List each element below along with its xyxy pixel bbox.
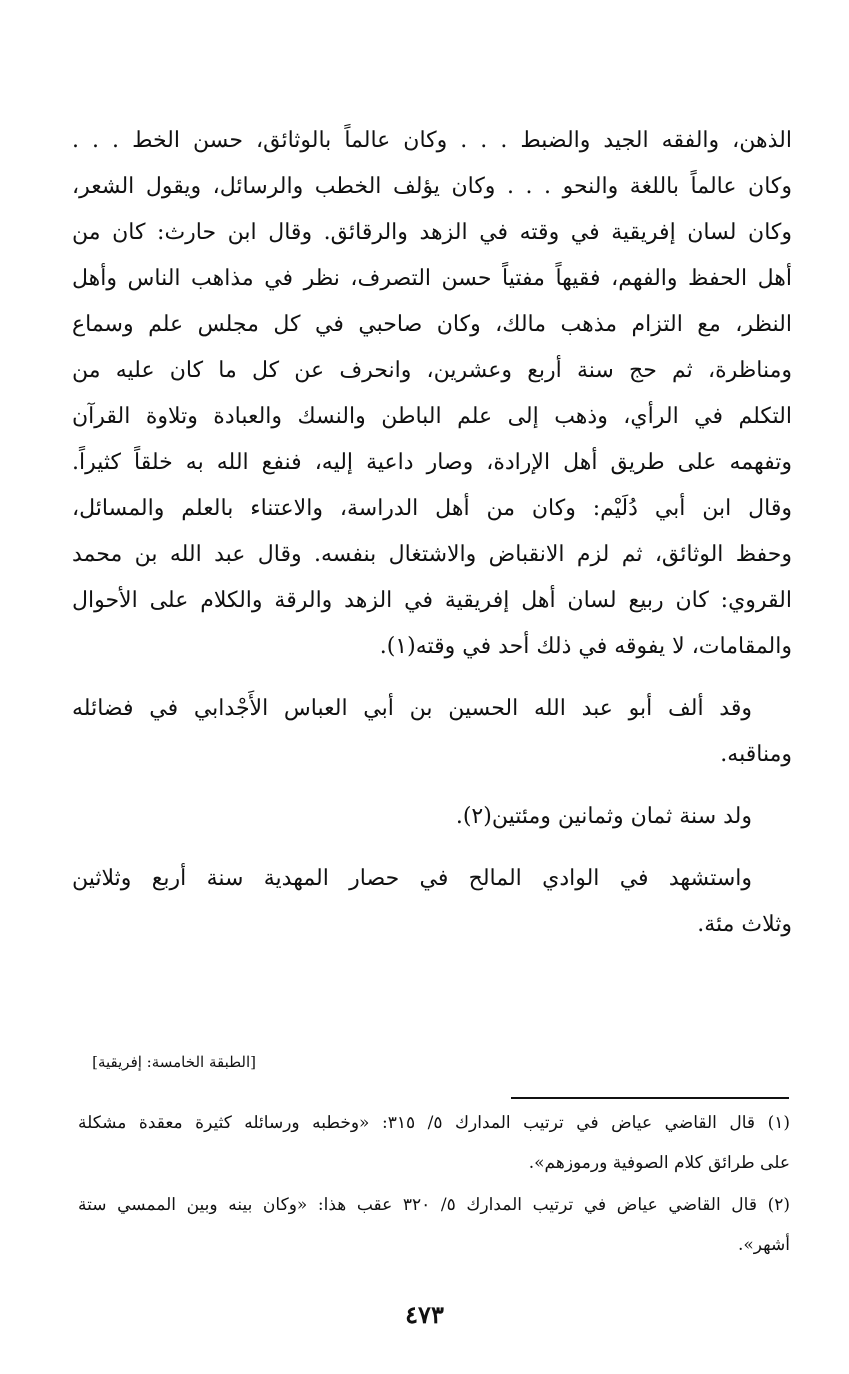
text-line: وقد ألف أبو عبد الله الحسين بن أبي العباس الأَجْدابي في فضائله [72, 696, 752, 721]
footnote-1 [78, 1103, 790, 1185]
section-tag: [الطبقة الخامسة: إفريقية] [92, 1053, 256, 1071]
text-line: وقال ابن أبي دُلَيْم: وكان من أهل الدراسة، والاعتناء بالعلم والمسائل، [72, 496, 792, 521]
footnote-line: أشهر». [738, 1235, 790, 1255]
text-line: التكلم في الرأي، وذهب إلى علم الباطن والنسك والعبادة وتلاوة القرآن [72, 404, 792, 429]
paragraph-birth [72, 794, 792, 840]
main-text [72, 118, 792, 948]
footnote-2 [78, 1185, 790, 1267]
paragraph-biography [72, 118, 792, 670]
paragraph-works [72, 686, 792, 778]
footnote-line: (١) قال القاضي عياض في ترتيب المدارك ٥/ ٣١٥: «وخطبه ورسائله كثيرة معقدة مشكلة [78, 1113, 790, 1133]
paragraph-death [72, 856, 792, 948]
text-line: ومناقبه. [720, 742, 792, 767]
text-line: وثلاث مئة. [697, 912, 792, 937]
text-line: الذهن، والفقه الجيد والضبط . . . وكان عالماً بالوثائق، حسن الخط . . . [72, 128, 792, 153]
text-line: أهل الحفظ والفهم، فقيهاً مفتياً حسن التصرف، نظر في مذاهب الناس وأهل [72, 266, 792, 291]
text-line: النظر، مع التزام مذهب مالك، وكان صاحبي في كل مجلس علم وسماع [72, 312, 792, 337]
text-line: ومناظرة، ثم حج سنة أربع وعشرين، وانحرف عن كل ما كان عليه من [72, 358, 792, 383]
text-line: واستشهد في الوادي المالح في حصار المهدية سنة أربع وثلاثين [72, 866, 752, 891]
text-line: والمقامات، لا يفوقه في ذلك أحد في وقته(١). [379, 634, 792, 659]
footnote-divider [511, 1097, 789, 1099]
text-line: وتفهمه على طريق أهل الإرادة، وصار داعية إليه، فنفع الله به خلقاً كثيراً. [72, 450, 792, 475]
text-line: ولد سنة ثمان وثمانين ومئتين(٢). [455, 804, 752, 829]
page-number: ٤٧٣ [405, 1300, 444, 1329]
text-line: وحفظ الوثائق، ثم لزم الانقباض والاشتغال بنفسه. وقال عبد الله بن محمد [72, 542, 792, 567]
text-line: وكان عالماً باللغة والنحو . . . وكان يؤلف الخطب والرسائل، ويقول الشعر، [72, 174, 792, 199]
footnotes [78, 1103, 790, 1267]
text-line: وكان لسان إفريقية في وقته في الزهد والرقائق. وقال ابن حارث: كان من [72, 220, 792, 245]
footnote-line: على طرائق كلام الصوفية ورموزهم». [528, 1153, 790, 1173]
text-line: القروي: كان ربيع لسان أهل إفريقية في الزهد والرقة والكلام على الأحوال [72, 588, 792, 613]
footnote-line: (٢) قال القاضي عياض في ترتيب المدارك ٥/ ٣٢٠ عقب هذا: «وكان بينه وبين الممسي ستة [78, 1195, 790, 1215]
